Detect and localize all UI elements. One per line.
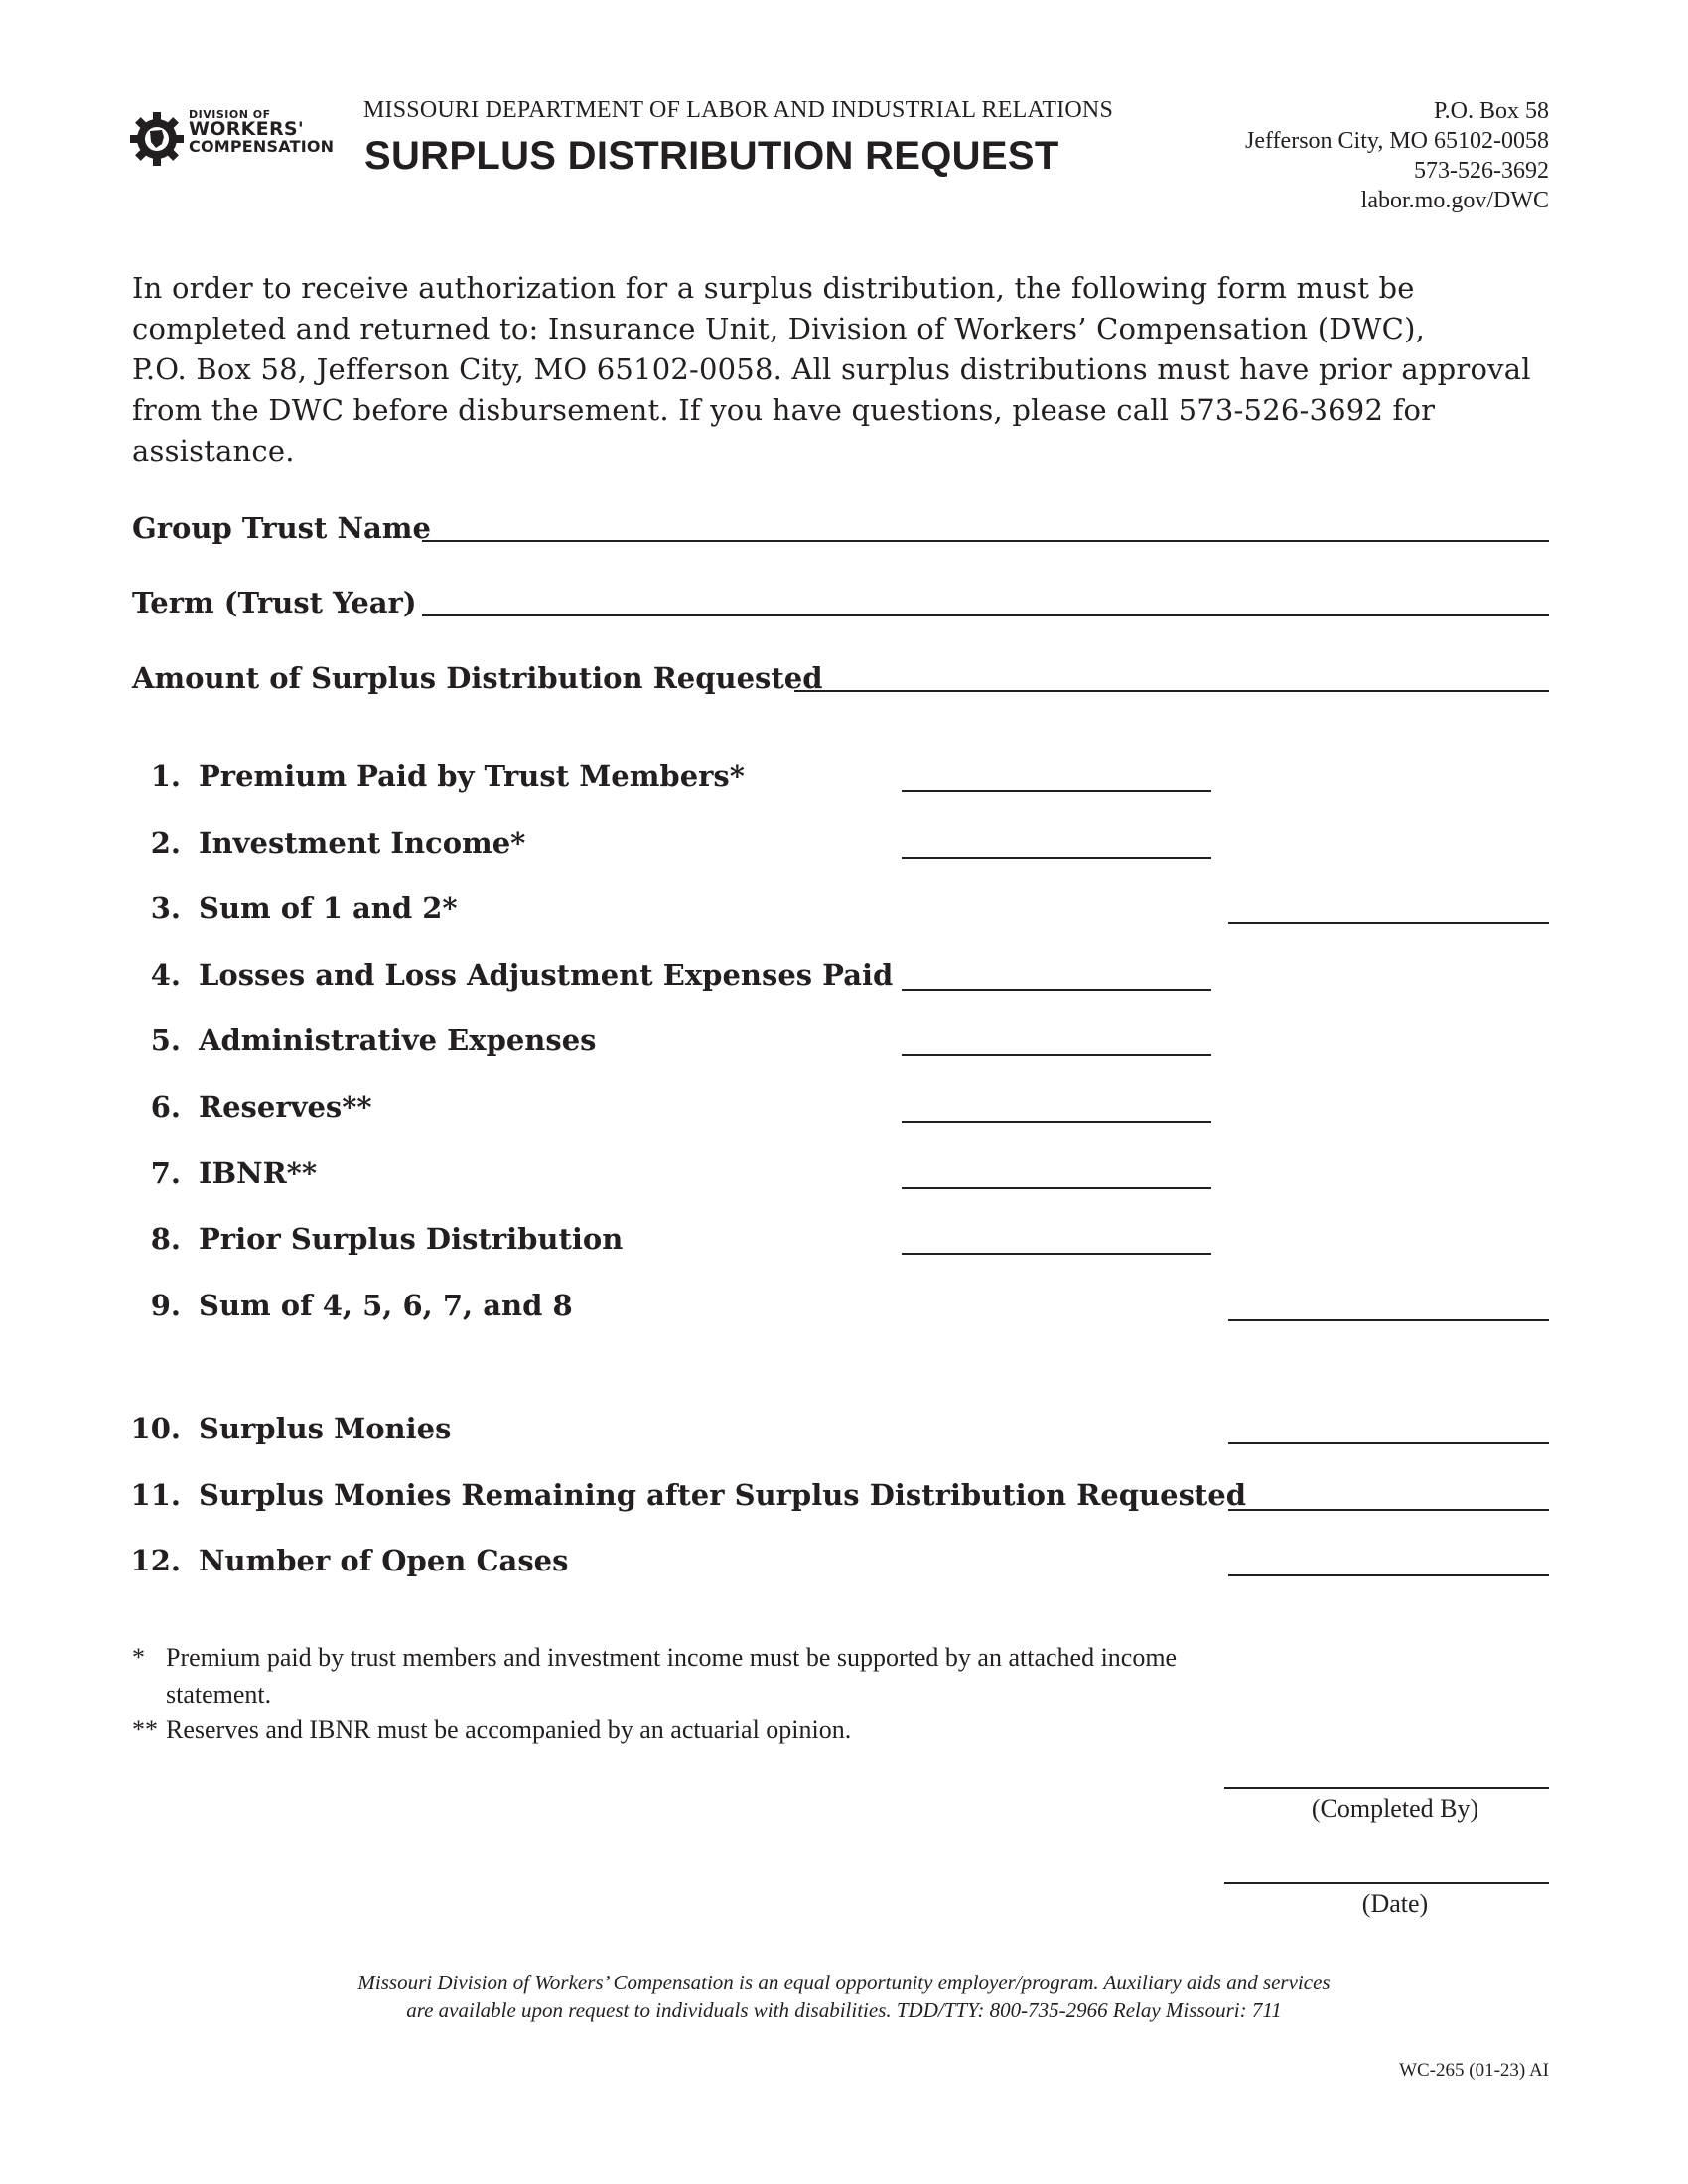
item-number: 8.	[150, 1222, 181, 1256]
eoe-line: Missouri Division of Workers’ Compensation is an equal opportunity employer/program. Auxiliary aids and services	[357, 1971, 1331, 1994]
item-label: Administrative Expenses	[199, 1024, 597, 1057]
item-number: 11.	[130, 1478, 181, 1512]
item-label: Prior Surplus Distribution	[199, 1222, 624, 1256]
item-number: 4.	[150, 958, 181, 992]
instructions-line: In order to receive authorization for a surplus distribution, the following form must be	[132, 271, 1415, 305]
item-label: Number of Open Cases	[199, 1544, 569, 1577]
group-trust-name-field[interactable]	[422, 540, 1549, 542]
footnote-marker: **	[132, 1715, 158, 1744]
surplus-monies-field[interactable]	[1228, 1442, 1549, 1444]
footnote-text: Reserves and IBNR must be accompanied by an actuarial opinion.	[166, 1715, 852, 1744]
dwc-logo	[129, 107, 343, 169]
losses-paid-field[interactable]	[902, 989, 1211, 991]
prior-surplus-distribution-field[interactable]	[902, 1253, 1211, 1255]
mailing-address	[1245, 96, 1549, 215]
sum-1-2-field[interactable]	[1228, 922, 1549, 924]
surplus-remaining-field[interactable]	[1228, 1509, 1549, 1511]
page-title: SURPLUS DISTRIBUTION REQUEST	[364, 134, 1059, 178]
date-line[interactable]	[1224, 1882, 1549, 1884]
form-number: WC-265 (01-23) AI	[1399, 2060, 1549, 2081]
item-label: IBNR**	[199, 1157, 318, 1190]
item-label: Sum of 1 and 2*	[199, 891, 458, 925]
investment-income-field[interactable]	[902, 857, 1211, 859]
logo-line-3: COMPENSATION	[189, 137, 335, 156]
amount-requested-label: Amount of Surplus Distribution Requested	[132, 661, 823, 695]
gear-icon	[129, 111, 185, 167]
administrative-expenses-field[interactable]	[902, 1054, 1211, 1056]
premium-paid-field[interactable]	[902, 790, 1211, 792]
item-number: 1.	[150, 759, 181, 793]
item-label: Reserves**	[199, 1090, 372, 1124]
eoe-line: are available upon request to individuals with disabilities. TDD/TTY: 800-735-2966 Relay Missouri: 711	[406, 1998, 1282, 2022]
address-phone: 573-526-3692	[1414, 158, 1549, 184]
item-number: 6.	[150, 1090, 181, 1124]
instructions-line: assistance.	[132, 434, 295, 468]
item-label: Premium Paid by Trust Members*	[199, 759, 745, 793]
term-label: Term (Trust Year)	[132, 586, 417, 619]
completed-by-label: (Completed By)	[1311, 1794, 1479, 1823]
term-field[interactable]	[422, 614, 1549, 616]
item-number: 10.	[130, 1412, 181, 1445]
item-number: 5.	[150, 1024, 181, 1057]
reserves-field[interactable]	[902, 1121, 1211, 1123]
logo-line-2: WORKERS'	[189, 118, 304, 140]
item-label: Surplus Monies Remaining after Surplus Distribution Requested	[199, 1478, 1247, 1512]
instructions-line: P.O. Box 58, Jefferson City, MO 65102-0058. All surplus distributions must have prior approval	[132, 352, 1531, 386]
amount-requested-field[interactable]	[794, 690, 1549, 692]
completed-by-signature-line[interactable]	[1224, 1787, 1549, 1789]
item-number: 7.	[150, 1157, 181, 1190]
footnote-text: Premium paid by trust members and investment income must be supported by an attached income	[166, 1643, 1178, 1672]
open-cases-field[interactable]	[1228, 1574, 1549, 1576]
item-number: 12.	[130, 1544, 181, 1577]
footnote-text: statement.	[166, 1680, 272, 1708]
item-number: 3.	[150, 891, 181, 925]
item-label: Sum of 4, 5, 6, 7, and 8	[199, 1289, 573, 1322]
item-number: 9.	[150, 1289, 181, 1322]
item-label: Losses and Loss Adjustment Expenses Paid	[199, 958, 894, 992]
address-website: labor.mo.gov/DWC	[1360, 188, 1549, 213]
address-line: P.O. Box 58	[1433, 98, 1549, 124]
sum-4-8-field[interactable]	[1228, 1319, 1549, 1321]
item-label: Investment Income*	[199, 826, 526, 860]
logo-line-1: DIVISION OF	[189, 108, 271, 121]
address-line: Jefferson City, MO 65102-0058	[1245, 128, 1549, 154]
instructions-paragraph	[132, 268, 1562, 472]
date-label: (Date)	[1361, 1889, 1429, 1918]
instructions-line: from the DWC before disbursement. If you have questions, please call 573-526-3692 for	[132, 393, 1436, 427]
department-name: MISSOURI DEPARTMENT OF LABOR AND INDUSTRIAL RELATIONS	[363, 97, 1113, 123]
instructions-line: completed and returned to: Insurance Unit, Division of Workers’ Compensation (DWC),	[132, 312, 1426, 345]
group-trust-name-label: Group Trust Name	[132, 511, 431, 545]
eoe-statement	[199, 1969, 1489, 2024]
footnote-marker: *	[132, 1643, 145, 1672]
item-label: Surplus Monies	[199, 1412, 452, 1445]
ibnr-field[interactable]	[902, 1187, 1211, 1189]
item-number: 2.	[150, 826, 181, 860]
